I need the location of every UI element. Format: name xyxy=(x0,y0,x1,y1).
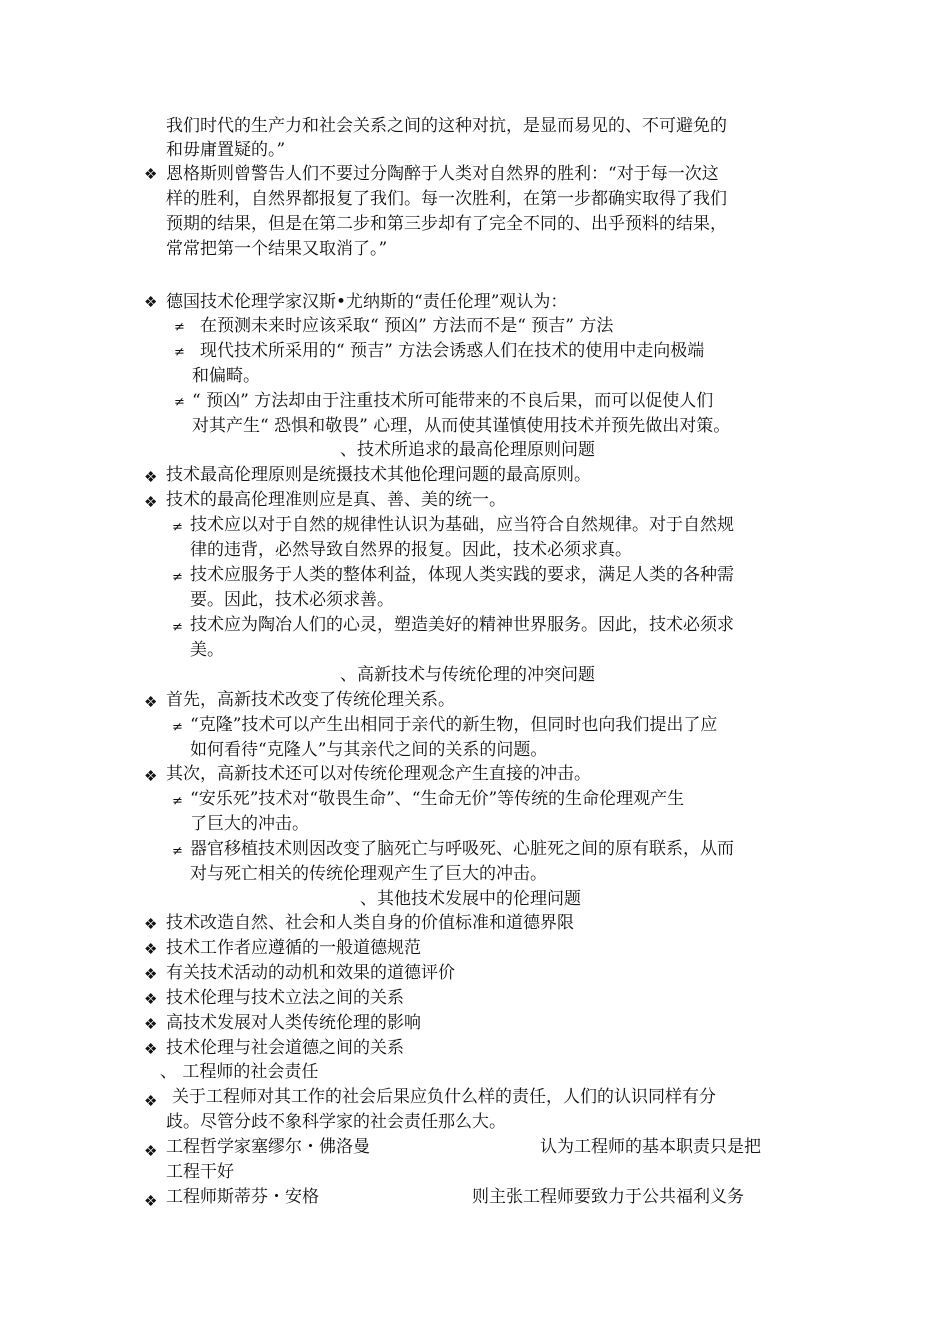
diamond-bullet-icon: ❖ xyxy=(144,965,158,983)
diamond-bullet-icon: ❖ xyxy=(144,1015,158,1033)
text-line: 技术最高伦理原则是统摄技术其他伦理问题的最高原则。 xyxy=(166,465,591,485)
list-item: 技术伦理与社会道德之间的关系 xyxy=(166,1038,404,1058)
text-line: 则主张工程师要致力于公共福利义务 xyxy=(472,1187,744,1207)
text-line: 技术应以对于自然的规律性认识为基础，应当符合自然规律。对于自然规 xyxy=(190,515,734,535)
text-line: 认为工程师的基本职责只是把 xyxy=(540,1137,761,1157)
text-line: 首先，高新技术改变了传统伦理关系。 xyxy=(166,690,455,710)
diamond-bullet-icon: ❖ xyxy=(144,915,158,933)
pen-bullet-icon: ≠ xyxy=(174,345,184,360)
text-line: 现代技术所采用的“ 预吉” 方法会诱惑人们在技术的使用中走向极端 xyxy=(200,341,705,361)
text-line: 工程师斯蒂芬・安格 xyxy=(166,1187,319,1207)
section-heading: 、其他技术发展中的伦理问题 xyxy=(360,889,581,909)
text-line: 工程哲学家塞缪尔・佛洛曼 xyxy=(166,1137,370,1157)
text-line: 技术应服务于人类的整体利益，体现人类实践的要求，满足人类的各种需 xyxy=(190,565,734,585)
diamond-bullet-icon: ❖ xyxy=(144,940,158,958)
section-heading: 、高新技术与传统伦理的冲突问题 xyxy=(340,665,595,685)
text-line: 歧。尽管分歧不象科学家的社会责任那么大。 xyxy=(166,1112,506,1132)
text-line: 和偏畸。 xyxy=(192,366,260,386)
text-line: “安乐死”技术对“敬畏生命”、“生命无价”等传统的生命伦理观产生 xyxy=(190,789,685,809)
pen-bullet-icon: ≠ xyxy=(172,570,182,585)
text-line: 预期的结果，但是在第二步和第三步却有了完全不同的、出乎预料的结果， xyxy=(166,214,727,234)
diamond-bullet-icon: ❖ xyxy=(144,1192,158,1210)
text-line: 其次，高新技术还可以对传统伦理观念产生直接的冲击。 xyxy=(166,764,591,784)
text-line: 律的违背，必然导致自然界的报复。因此，技术必须求真。 xyxy=(190,540,632,560)
diamond-bullet-icon: ❖ xyxy=(144,767,158,785)
pen-bullet-icon: ≠ xyxy=(172,520,182,535)
text-line: 恩格斯则曾警告人们不要过分陶醉于人类对自然界的胜利：“对于每一次这 xyxy=(166,164,719,184)
section-heading: 、 工程师的社会责任 xyxy=(160,1062,319,1082)
text-line: 样的胜利，自然界都报复了我们。每一次胜利，在第一步都确实取得了我们 xyxy=(166,189,727,209)
text-line: “克隆”技术可以产生出相同于亲代的新生物，但同时也向我们提出了应 xyxy=(190,715,718,735)
diamond-bullet-icon: ❖ xyxy=(144,468,158,486)
diamond-bullet-icon: ❖ xyxy=(144,1142,158,1160)
pen-bullet-icon: ≠ xyxy=(172,794,182,809)
text-line: 和毋庸置疑的。” xyxy=(166,140,286,160)
list-item: 有关技术活动的动机和效果的道德评价 xyxy=(166,963,455,983)
text-line: 要。因此，技术必须求善。 xyxy=(190,590,394,610)
pen-bullet-icon: ≠ xyxy=(172,720,182,735)
text-line: 器官移植技术则因改变了脑死亡与呼吸死、心脏死之间的原有联系，从而 xyxy=(190,839,734,859)
text-line: 对其产生“ 恐惧和敬畏” 心理，从而使其谨慎使用技术并预先做出对策。 xyxy=(192,416,731,436)
diamond-bullet-icon: ❖ xyxy=(144,990,158,1008)
text-line: 技术的最高伦理准则应是真、善、美的统一。 xyxy=(166,490,506,510)
pen-bullet-icon: ≠ xyxy=(172,844,182,859)
list-item: 技术工作者应遵循的一般道德规范 xyxy=(166,938,421,958)
diamond-bullet-icon: ❖ xyxy=(144,165,158,183)
text-line: 技术应为陶冶人们的心灵，塑造美好的精神世界服务。因此，技术必须求 xyxy=(190,615,734,635)
text-line: 美。 xyxy=(190,640,224,660)
diamond-bullet-icon: ❖ xyxy=(144,1092,158,1110)
section-heading: 、技术所追求的最高伦理原则问题 xyxy=(340,440,595,460)
text-line: 了巨大的冲击。 xyxy=(190,814,309,834)
diamond-bullet-icon: ❖ xyxy=(144,693,158,711)
list-item: 高技术发展对人类传统伦理的影响 xyxy=(166,1013,421,1033)
pen-bullet-icon: ≠ xyxy=(174,320,184,335)
list-item: 技术改造自然、社会和人类自身的价值标准和道德界限 xyxy=(166,913,574,933)
pen-bullet-icon: ≠ xyxy=(174,395,184,410)
text-line: “ 预凶” 方法却由于注重技术所可能带来的不良后果，而可以促使人们 xyxy=(192,391,714,411)
text-line: 如何看待“克隆人”与其亲代之间的关系的问题。 xyxy=(190,740,548,760)
diamond-bullet-icon: ❖ xyxy=(144,1040,158,1058)
pen-bullet-icon: ≠ xyxy=(172,620,182,635)
diamond-bullet-icon: ❖ xyxy=(144,493,158,511)
text-line: 我们时代的生产力和社会关系之间的这种对抗，是显而易见的、不可避免的 xyxy=(166,116,727,136)
text-line: 对与死亡相关的传统伦理观产生了巨大的冲击。 xyxy=(190,864,547,884)
text-line: 关于工程师对其工作的社会后果应负什么样的责任，人们的认识同样有分 xyxy=(172,1087,716,1107)
text-line: 在预测未来时应该采取“ 预凶” 方法而不是“ 预吉” 方法 xyxy=(200,316,614,336)
text-line: 工程干好 xyxy=(166,1162,234,1182)
list-item: 技术伦理与技术立法之间的关系 xyxy=(166,988,404,1008)
text-line: 德国技术伦理学家汉斯•尤纳斯的“责任伦理”观认为： xyxy=(166,292,568,312)
diamond-bullet-icon: ❖ xyxy=(144,293,158,311)
text-line: 常常把第一个结果又取消了。” xyxy=(166,239,388,259)
